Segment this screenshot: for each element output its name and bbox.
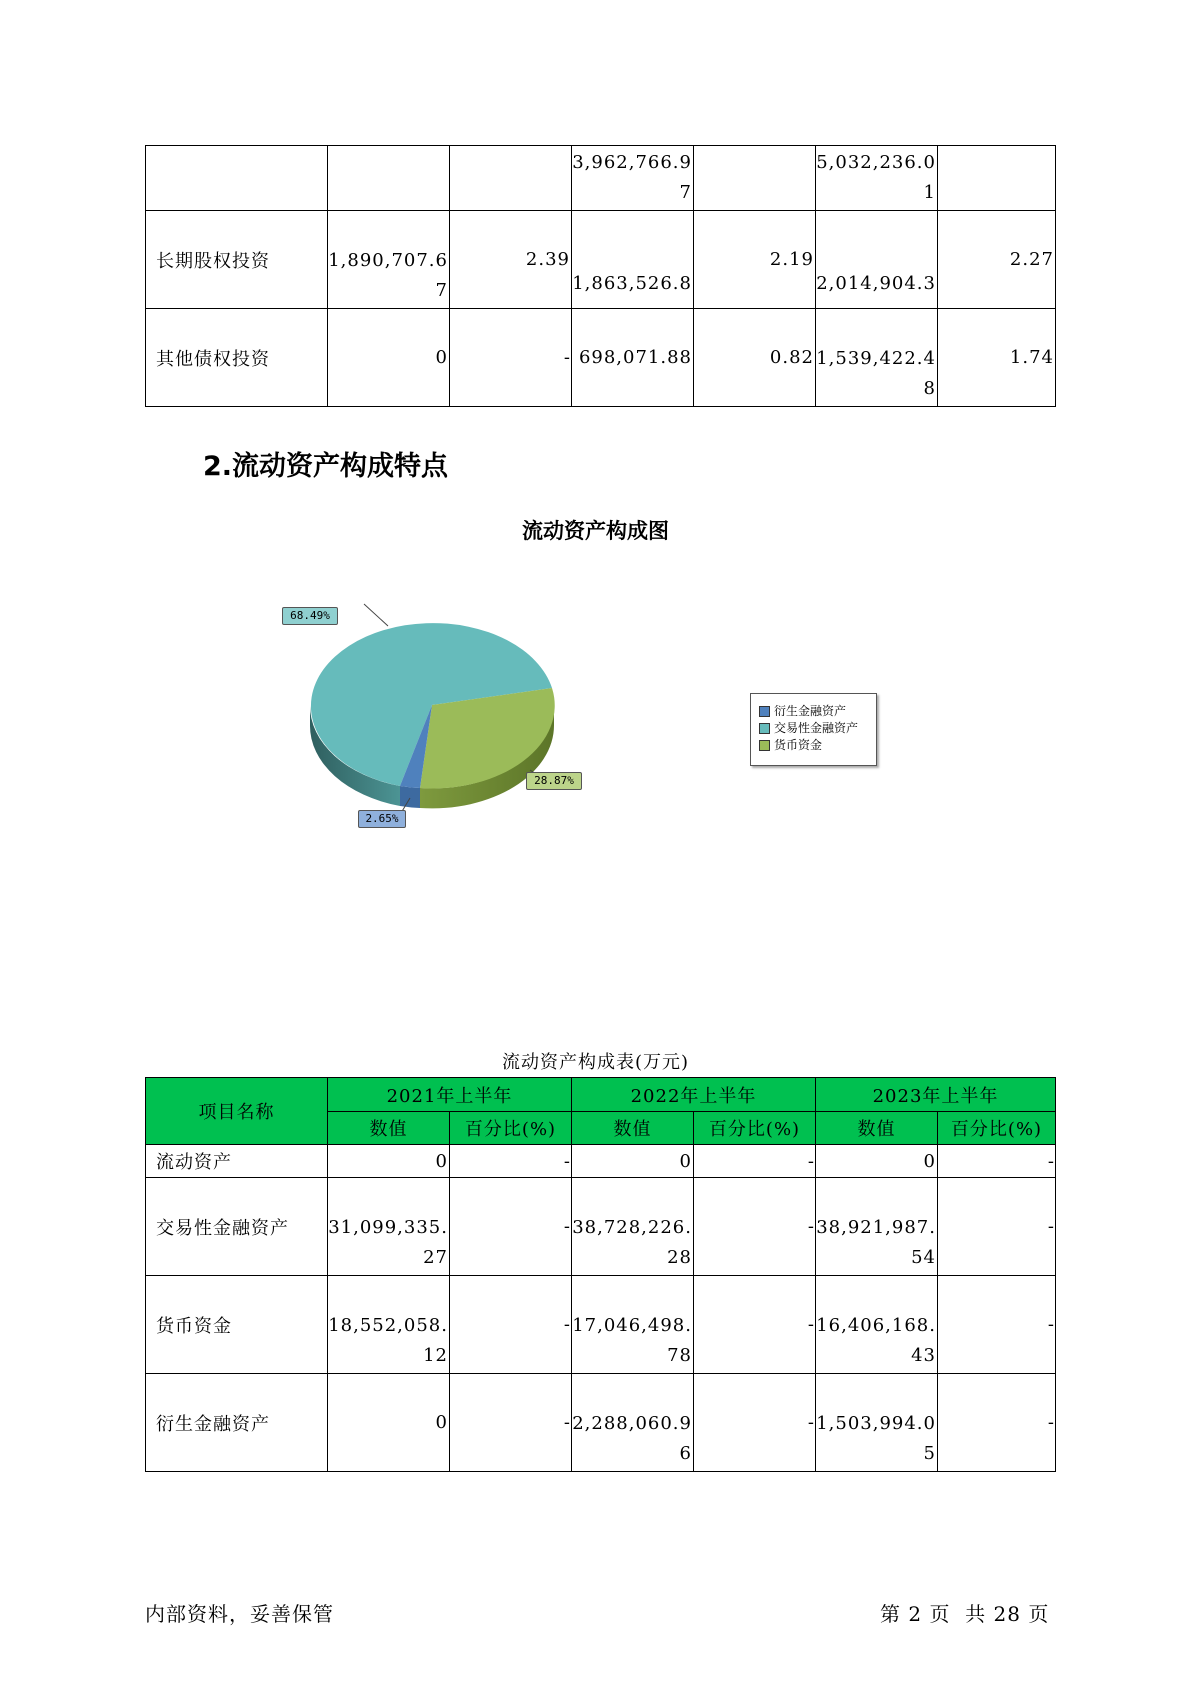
- cell-value: 18,552,058. 12: [328, 1276, 450, 1374]
- cell-percent: -: [694, 1145, 816, 1178]
- cell-value: 1,539,422.4 8: [816, 309, 938, 407]
- cell-percent: -: [938, 1178, 1056, 1276]
- cell-value: 1,890,707.6 7: [328, 211, 450, 309]
- table-row: [146, 1145, 1056, 1178]
- cell-value: 2,288,060.9 6: [572, 1374, 694, 1472]
- row-label: 其他债权投资: [146, 309, 328, 407]
- pie-chart: [260, 590, 640, 840]
- cell-percent: -: [938, 1276, 1056, 1374]
- cell-value: 38,728,226. 28: [572, 1178, 694, 1276]
- header-year: 2022年上半年: [572, 1078, 816, 1112]
- cell-value: 3,962,766.9 7: [572, 146, 694, 211]
- cell-percent: -: [694, 1178, 816, 1276]
- legend-swatch: [759, 723, 770, 734]
- header-year: 2021年上半年: [328, 1078, 572, 1112]
- cell-value: 1,863,526.8: [572, 211, 694, 309]
- table-caption: 流动资产构成表(万元): [501, 1052, 690, 1073]
- header-percent: 百分比(%): [450, 1112, 572, 1145]
- cell-percent: 2.19: [694, 211, 816, 309]
- cell-percent: -: [694, 1374, 816, 1472]
- legend-item: 衍生金融资产: [759, 703, 846, 719]
- cell-percent: -: [450, 309, 572, 407]
- cell-value: 16,406,168. 43: [816, 1276, 938, 1374]
- cell-percent: -: [450, 1374, 572, 1472]
- cell-percent: -: [694, 1276, 816, 1374]
- cell-percent: 2.39: [450, 211, 572, 309]
- cell-value: 0: [328, 1145, 450, 1178]
- legend-item: 交易性金融资产: [759, 720, 858, 736]
- header-row: [146, 1078, 1056, 1112]
- row-label: [146, 146, 328, 211]
- table-row: [146, 1374, 1056, 1472]
- table-row: [146, 309, 1056, 407]
- row-label: 流动资产: [146, 1145, 328, 1178]
- cell-value: 2,014,904.3: [816, 211, 938, 309]
- header-item: 项目名称: [146, 1078, 328, 1145]
- footer-note: 内部资料，妥善保管: [145, 1602, 334, 1626]
- cell-value: 0: [572, 1145, 694, 1178]
- chart-title: 流动资产构成图: [522, 519, 669, 543]
- page-number: 第 2 页 共 28 页: [880, 1602, 1050, 1626]
- header-value: 数值: [328, 1112, 450, 1145]
- row-label: 衍生金融资产: [146, 1374, 328, 1472]
- cell-value: 0: [328, 1374, 450, 1472]
- legend-item: 货币资金: [759, 737, 822, 753]
- cell-value: 17,046,498. 78: [572, 1276, 694, 1374]
- assets-body: [146, 1145, 1056, 1472]
- header-percent: 百分比(%): [694, 1112, 816, 1145]
- cell-percent: -: [450, 1178, 572, 1276]
- assets-table: [145, 1077, 1056, 1472]
- pie-label-trading: 68.49%: [282, 607, 338, 625]
- cell-percent: -: [450, 1276, 572, 1374]
- pie-label-derivative: 2.65%: [358, 810, 406, 828]
- cell-percent: 2.27: [938, 211, 1056, 309]
- cell-percent: -: [450, 1145, 572, 1178]
- table-row: [146, 1178, 1056, 1276]
- cell-value: 0: [328, 309, 450, 407]
- pie-label-cash: 28.87%: [526, 772, 582, 790]
- cell-value: 31,099,335. 27: [328, 1178, 450, 1276]
- row-label: 交易性金融资产: [146, 1178, 328, 1276]
- table-row: [146, 1276, 1056, 1374]
- table-row: [146, 211, 1056, 309]
- cell-value: 1,503,994.0 5: [816, 1374, 938, 1472]
- header-value: 数值: [572, 1112, 694, 1145]
- cell-value: 0: [816, 1145, 938, 1178]
- cell-value: 38,921,987. 54: [816, 1178, 938, 1276]
- cell-value: 698,071.88: [572, 309, 694, 407]
- pie-side-blue: [400, 786, 420, 808]
- row-label: 长期股权投资: [146, 211, 328, 309]
- legend-swatch: [759, 706, 770, 717]
- legend-swatch: [759, 740, 770, 751]
- chart-legend: [750, 693, 877, 766]
- top-table: [145, 145, 1056, 407]
- cell-percent: 1.74: [938, 309, 1056, 407]
- header-percent: 百分比(%): [938, 1112, 1056, 1145]
- header-value: 数值: [816, 1112, 938, 1145]
- cell-percent: 0.82: [694, 309, 816, 407]
- cell-percent: -: [938, 1145, 1056, 1178]
- table-row: [146, 146, 1056, 211]
- cell-percent: -: [938, 1374, 1056, 1472]
- row-label: 货币资金: [146, 1276, 328, 1374]
- section-heading: 2.流动资产构成特点: [203, 451, 449, 482]
- header-year: 2023年上半年: [816, 1078, 1056, 1112]
- cell-value: 5,032,236.0 1: [816, 146, 938, 211]
